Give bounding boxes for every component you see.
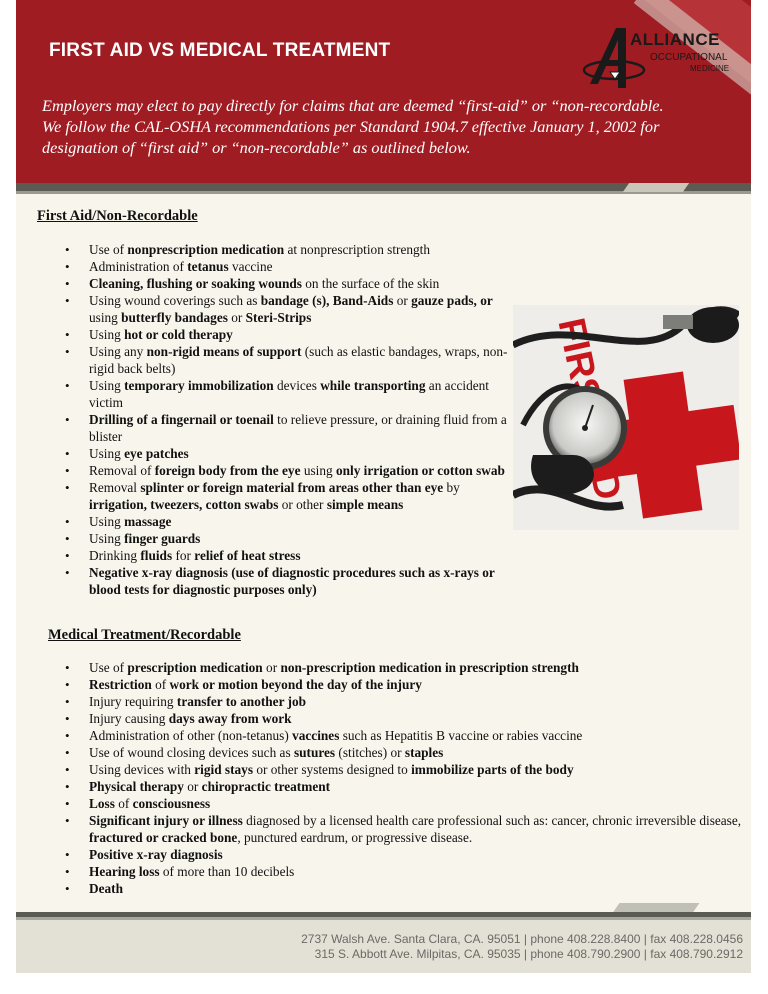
text-segment: such as Hepatitis B vaccine or rabies vaccine [339,728,583,743]
text-segment: Using wound coverings such as [89,293,261,308]
list-item [33,761,748,778]
list-item [33,710,748,727]
text-segment: diagnosed by a licensed health care professional such as: cancer, chronic irreversible disease, [242,813,742,828]
list-item [33,326,513,343]
text-segment: using [89,310,122,325]
list-item [33,812,748,846]
photo-sign-text: FIRST AID [549,314,629,504]
bold-text: only irrigation or cotton swab [335,463,505,478]
text-segment: Using [89,327,125,342]
document-page [16,0,751,973]
intro-paragraph: Employers may elect to pay directly for claims that are deemed “first-aid” or “non-recordable. We follow the CAL-OSHA recommendations per Standard 1904.7 effective January 1, 2002 for designation of “first aid” or “non-recordable” as outlined below. [42,96,664,157]
bold-text: fluids [140,548,173,563]
logo-subtitle-1: OCCUPATIONAL [650,52,728,63]
bold-text: non-prescription medication in prescription strength [280,660,579,675]
text-segment: Removal [89,480,141,495]
text-segment: Use of [89,660,128,675]
text-segment: at nonprescription strength [284,242,431,257]
footer-address-santa-clara: 2737 Walsh Ave. Santa Clara, CA. 95051 | phone 408.228.8400 | fax 408.228.0456 [301,932,743,946]
text-segment: Using [89,531,125,546]
bold-text: foreign body from the eye [154,463,301,478]
list-item [33,693,748,710]
list-item [33,547,513,564]
bold-text: Cleaning, flushing or soaking wounds [89,276,302,291]
text-segment: , punctured eardrum, or progressive disease. [237,830,473,845]
bold-text: hot or cold therapy [124,327,233,342]
text-segment: Removal of [89,463,155,478]
logo-subtitle-2: MEDICINE [690,64,730,73]
medical-treatment-list [33,659,748,897]
list-item [33,411,513,445]
page-title: FIRST AID VS MEDICAL TREATMENT [49,40,391,61]
header-banner [16,0,751,183]
section-title-medical-treatment: Medical Treatment/Recordable [48,627,241,643]
bold-text: consciousness [132,796,211,811]
bold-text: Steri-Strips [245,310,312,325]
list-item [33,275,513,292]
footer-contact [301,932,743,962]
bold-text: Hearing loss [89,864,160,879]
list-item [33,513,513,530]
text-segment: on the surface of the skin [301,276,440,291]
bold-text: splinter or foreign material from areas other than eye [140,480,444,495]
list-item [33,530,513,547]
list-item [33,727,748,744]
list-item [33,462,513,479]
bold-text: chiropractic treatment [201,779,331,794]
bold-text: immobilize parts of the body [411,762,574,777]
text-segment: of more than 10 decibels [159,864,295,879]
list-item [33,564,513,598]
text-segment: Using [89,446,125,461]
list-item [33,258,513,275]
bold-text: non-rigid means of support [146,344,302,359]
text-segment: Use of [89,242,128,257]
bold-text: bandage (s), Band-Aids [260,293,394,308]
section-title-first-aid: First Aid/Non-Recordable [37,208,198,224]
bold-text: eye patches [124,446,189,461]
header-divider-accent [623,183,689,192]
text-segment: using [300,463,336,478]
text-segment: vaccine [228,259,273,274]
bold-text: sutures [293,745,336,760]
text-segment: by [443,480,460,495]
list-item [33,744,748,761]
bold-text: Negative x-ray diagnosis (use of diagnostic procedures such as x-rays or blood tests for diagnostic purposes only) [89,565,495,597]
list-item [33,846,748,863]
bold-text: Significant injury or illness [89,813,243,828]
first-aid-photo [513,305,739,530]
list-item [33,445,513,462]
text-segment: for [172,548,195,563]
text-segment: (stitches) or [335,745,405,760]
bold-text: Positive x-ray diagnosis [89,847,223,862]
text-segment: (such as elastic bandages, wraps, non-rigid back belts) [89,344,508,376]
list-item [33,377,513,411]
bold-text: gauze pads, or [411,293,493,308]
text-segment: Use of wound closing devices such as [89,745,294,760]
bold-text: temporary immobilization [124,378,274,393]
bold-text: tetanus [187,259,229,274]
bold-text: rigid stays [194,762,253,777]
bold-text: days away from work [168,711,292,726]
list-item [33,863,748,880]
bold-text: Death [89,881,123,896]
bold-text: massage [124,514,172,529]
bold-text: vaccines [292,728,340,743]
alliance-logo [582,26,742,90]
text-segment: Administration of [89,259,188,274]
bold-text: butterfly bandages [121,310,228,325]
text-segment: Injury causing [89,711,169,726]
text-segment: Using devices with [89,762,195,777]
bold-text: finger guards [124,531,201,546]
text-segment: Using any [89,344,147,359]
list-item [33,778,748,795]
text-segment: Injury requiring [89,694,177,709]
bold-text: prescription medication [127,660,263,675]
text-segment: to relieve pressure, or draining fluid from a blister [89,412,507,444]
first-aid-list [33,241,513,598]
text-segment: Drinking [89,548,141,563]
text-segment: or other systems designed to [253,762,412,777]
text-segment: or other [278,497,327,512]
list-item [33,880,748,897]
list-item [33,479,513,513]
bold-text: irrigation, tweezers, cotton swabs [89,497,279,512]
text-segment: Administration of other (non-tetanus) [89,728,293,743]
list-item [33,343,513,377]
logo-brand-text: ALLIANCE [630,30,720,49]
bold-text: Loss [89,796,115,811]
list-item [33,241,513,258]
bold-text: simple means [326,497,404,512]
bold-text: fractured or cracked bone [89,830,238,845]
text-segment: of [114,796,133,811]
list-item [33,795,748,812]
text-segment: or [227,310,246,325]
bold-text: nonprescription medication [127,242,285,257]
text-segment: an accident victim [89,378,489,410]
text-segment: or [183,779,202,794]
bold-text: Restriction [89,677,152,692]
text-segment: or [393,293,412,308]
list-item [33,659,748,676]
text-segment: or [262,660,281,675]
text-segment: Using [89,378,125,393]
bold-text: relief of heat stress [194,548,301,563]
list-item [33,676,748,693]
text-segment: of [151,677,170,692]
bold-text: work or motion beyond the day of the injury [169,677,422,692]
bold-text: Physical therapy [89,779,184,794]
text-segment: devices [273,378,321,393]
bold-text: staples [404,745,444,760]
bold-text: transfer to another job [176,694,307,709]
bold-text: Drilling of a fingernail or toenail [89,412,274,427]
list-item [33,292,513,326]
text-segment: Using [89,514,125,529]
bold-text: while transporting [320,378,426,393]
footer-address-milpitas: 315 S. Abbott Ave. Milpitas, CA. 95035 | phone 408.790.2900 | fax 408.790.2912 [314,947,743,961]
